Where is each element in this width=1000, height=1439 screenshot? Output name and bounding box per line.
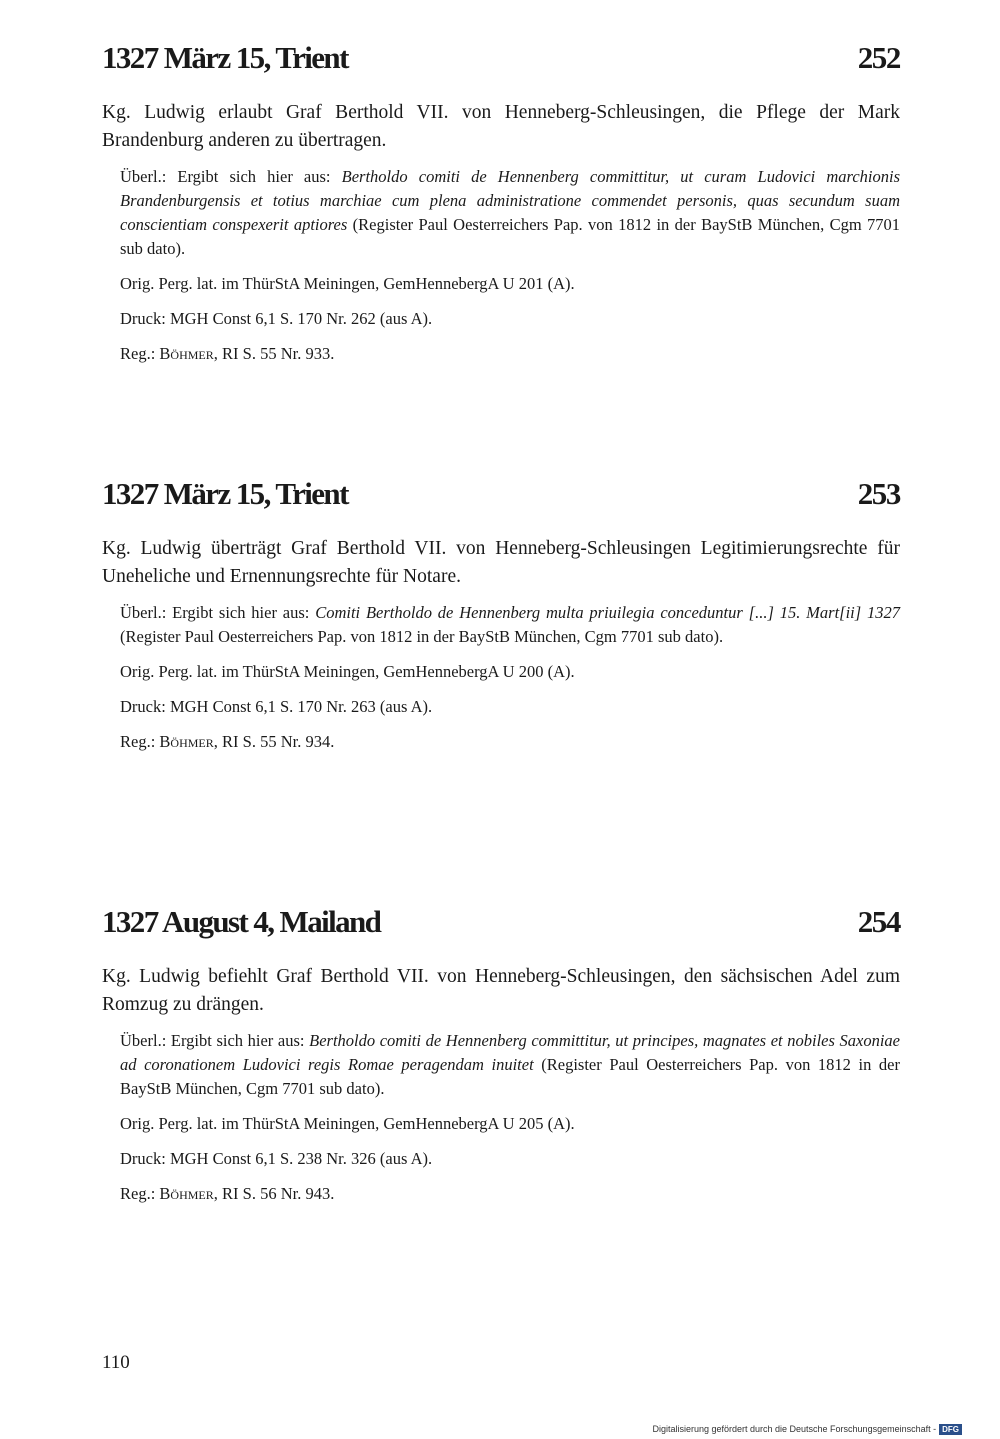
latin-quote: Comiti Bertholdo de Hennenberg multa priuilegia conceduntur [...] 15. Mart[ii] 1327 xyxy=(315,603,901,622)
regest-note xyxy=(102,1182,900,1206)
print-note: Druck: MGH Const 6,1 S. 170 Nr. 263 (aus A). xyxy=(120,697,433,716)
transmission-source: (Register Paul Oesterreichers Pap. von 1812 in der BayStB München, Cgm 7701 sub dato). xyxy=(120,627,724,646)
entry-heading-row xyxy=(102,476,900,512)
transmission-source: (Register Paul Oesterreichers Pap. von 1812 in der BayStB München, Cgm 7701 sub dato). xyxy=(120,1055,901,1098)
regest-ref: , RI S. 55 Nr. 934. xyxy=(213,732,335,751)
transmission-note xyxy=(102,165,900,261)
regest-ref: , RI S. 55 Nr. 933. xyxy=(213,344,335,363)
entry-252 xyxy=(102,40,900,366)
digitization-credit xyxy=(652,1423,962,1435)
regest-ref: , RI S. 56 Nr. 943. xyxy=(213,1184,335,1203)
entry-summary: Kg. Ludwig erlaubt Graf Berthold VII. von Henneberg-Schleusingen, die Pflege der Mark Brandenburg anderen zu übertragen. xyxy=(102,102,900,151)
entry-heading-row xyxy=(102,40,900,76)
transmission-prefix: Überl.: Ergibt sich hier aus: xyxy=(120,167,331,186)
entry-number: 252 xyxy=(857,40,900,75)
print-note: Druck: MGH Const 6,1 S. 238 Nr. 326 (aus A). xyxy=(120,1149,433,1168)
transmission-source: (Register Paul Oesterreichers Pap. von 1812 in der BayStB München, Cgm 7701 sub dato). xyxy=(120,215,901,258)
regest-prefix: Reg.: xyxy=(120,732,156,751)
original-note: Orig. Perg. lat. im ThürStA Meiningen, GemHennebergA U 201 (A). xyxy=(120,274,575,293)
regest-author: Böhmer xyxy=(159,732,214,751)
entry-date-place: 1327 August 4, Mailand xyxy=(102,904,381,939)
entry-number: 253 xyxy=(857,476,900,511)
entry-253 xyxy=(102,476,900,754)
entry-254 xyxy=(102,904,900,1206)
entry-date-place: 1327 März 15, Trient xyxy=(102,476,348,511)
latin-quote: Bertholdo comiti de Hennenberg committitur, ut principes, magnates et nobiles Saxoniae ad coronationem Ludovici regis Romae peragendam inuitet xyxy=(120,1031,901,1074)
entry-date-place: 1327 März 15, Trient xyxy=(102,40,348,75)
print-note: Druck: MGH Const 6,1 S. 170 Nr. 262 (aus A). xyxy=(120,309,433,328)
transmission-note xyxy=(102,601,900,649)
latin-quote: Bertholdo comiti de Hennenberg committitur, ut curam Ludovici marchionis Brandenburgensis et totius marchiae cum plena administratione commendet personis, quas secundum suam conscientiam conspexerit aptiores xyxy=(120,167,901,234)
entry-summary: Kg. Ludwig befiehlt Graf Berthold VII. von Henneberg-Schleusingen, den sächsischen Adel zum Romzug zu drängen. xyxy=(102,966,900,1015)
regest-prefix: Reg.: xyxy=(120,1184,156,1203)
entry-summary: Kg. Ludwig überträgt Graf Berthold VII. von Henneberg-Schleusingen Legitimierungsrechte für Uneheliche und Ernennungsrechte für Notare. xyxy=(102,538,900,587)
transmission-prefix: Überl.: Ergibt sich hier aus: xyxy=(120,1031,305,1050)
transmission-note xyxy=(102,1029,900,1101)
regest-note xyxy=(102,730,900,754)
regest-author: Böhmer xyxy=(159,1184,214,1203)
original-note: Orig. Perg. lat. im ThürStA Meiningen, GemHennebergA U 205 (A). xyxy=(120,1114,575,1133)
page-number: 110 xyxy=(102,1352,130,1373)
credit-text: Digitalisierung gefördert durch die Deutsche Forschungsgemeinschaft - xyxy=(652,1424,937,1434)
dfg-logo-icon: DFG xyxy=(939,1424,962,1435)
entry-number: 254 xyxy=(857,904,900,939)
regest-prefix: Reg.: xyxy=(120,344,156,363)
transmission-prefix: Überl.: Ergibt sich hier aus: xyxy=(120,603,310,622)
regest-author: Böhmer xyxy=(159,344,214,363)
original-note: Orig. Perg. lat. im ThürStA Meiningen, GemHennebergA U 200 (A). xyxy=(120,662,575,681)
entry-heading-row xyxy=(102,904,900,940)
regest-note xyxy=(102,342,900,366)
